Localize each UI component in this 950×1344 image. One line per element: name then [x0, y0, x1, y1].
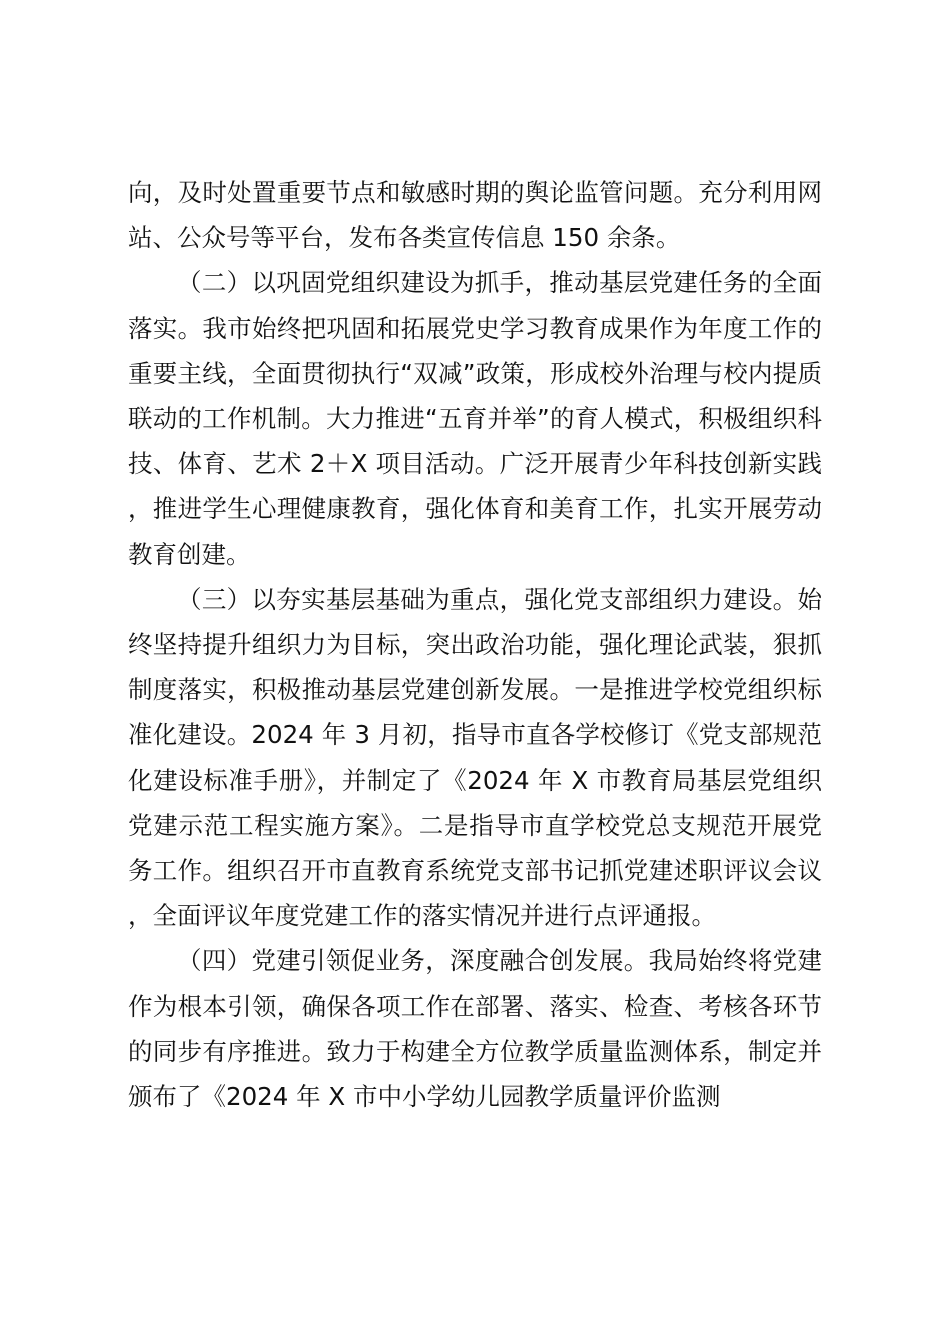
paragraph-continued: 向，及时处置重要节点和敏感时期的舆论监管问题。充分利用网站、公众号等平台，发布各类宣传信息 150 余条。 [128, 178, 822, 253]
paragraph-section-2: （二）以巩固党组织建设为抓手，推动基层党建任务的全面落实。我市始终把巩固和拓展党史学习教育成果作为年度工作的重要主线，全面贯彻执行“双减”政策，形成校外治理与校内提质联动的工作机制。大力推进“五育并举”的育人模式，积极组织科技、体育、艺术 2＋X 项目活动。广泛开展青少年科技创新实践，推进学生心理健康教育，强化体育和美育工作，扎实开展劳动教育创建。 [128, 268, 822, 569]
paragraph-section-3: （三）以夯实基层基础为重点，强化党支部组织力建设。始终坚持提升组织力为目标，突出政治功能，强化理论武装，狠抓制度落实，积极推动基层党建创新发展。一是推进学校党组织标准化建设。2024 年 3 月初，指导市直各学校修订《党支部规范化建设标准手册》，并制定了《2024 年 X 市教育局基层党组织党建示范工程实施方案》。二是指导市直学校党总支规范开展党务工作。组织召开市直教育系统党支部书记抓党建述职评议会议，全面评议年度党建工作的落实情况并进行点评通报。 [128, 584, 822, 931]
document-body [128, 170, 822, 1119]
paragraph-section-4: （四）党建引领促业务，深度融合创发展。我局始终将党建作为根本引领，确保各项工作在部署、落实、检查、考核各环节的同步有序推进。致力于构建全方位教学质量监测体系，制定并颁布了《2024 年 X 市中小学幼儿园教学质量评价监测 [128, 946, 822, 1112]
